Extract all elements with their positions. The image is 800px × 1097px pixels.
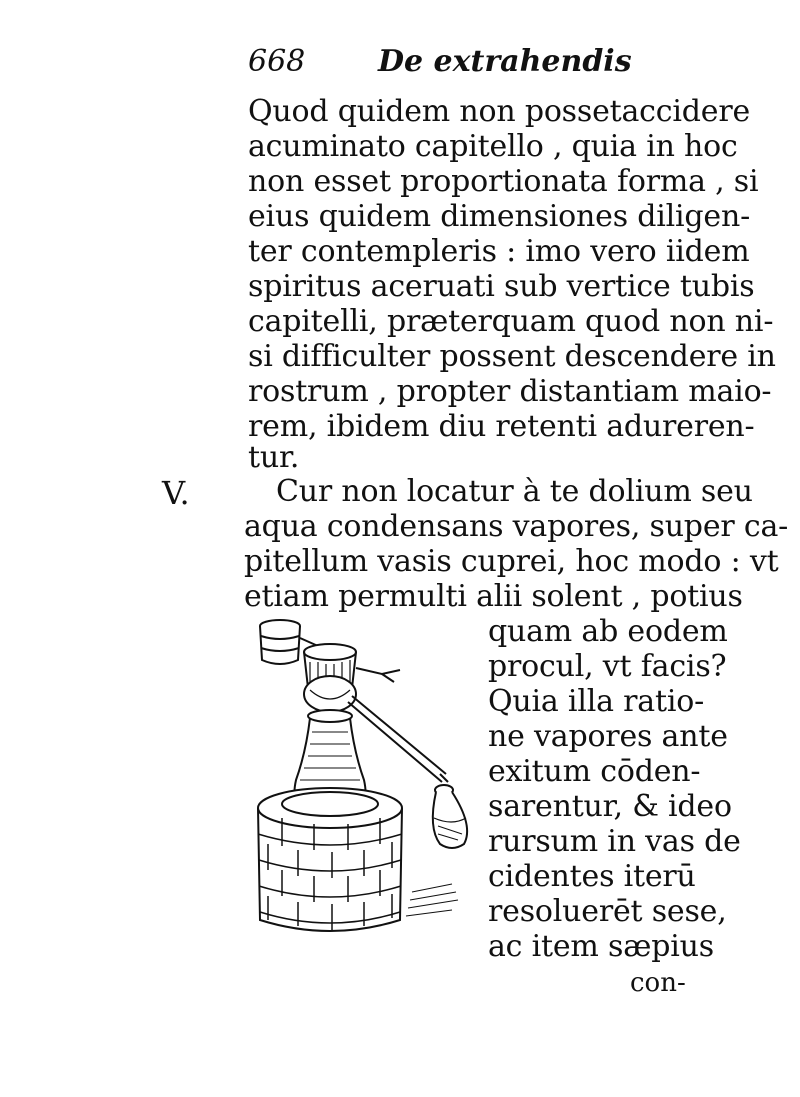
text-line: pitellum vasis cuprei, hoc modo : vt	[244, 544, 779, 579]
text-line: aqua condensans vapores, super ca-	[244, 509, 789, 544]
text-line: spiritus aceruati sub vertice tubis	[248, 269, 755, 304]
text-line: ac item sæpius	[488, 929, 714, 964]
text-line: sarentur, & ideo	[488, 789, 732, 824]
section-numeral: V.	[162, 474, 190, 512]
text-line: Quia illa ratio-	[488, 684, 705, 719]
text-line: Cur non locatur à te dolium seu	[276, 474, 753, 509]
text-line: rursum in vas de	[488, 824, 741, 859]
text-line: resoluerēt sese,	[488, 894, 727, 929]
catchword: con-	[630, 968, 686, 998]
page-header	[248, 44, 688, 84]
text-line: Quod quidem non possetaccidere	[248, 94, 751, 129]
text-line: cidentes iterū	[488, 859, 696, 894]
text-line: procul, vt facis?	[488, 649, 727, 684]
text-line: acuminato capitello , quia in hoc	[248, 129, 738, 164]
text-line: capitelli, præterquam quod non ni-	[248, 304, 774, 339]
text-line: si difficulter possent descendere in	[248, 339, 776, 374]
page-number: 668	[248, 44, 306, 79]
text-line: non esset proportionata forma , si	[248, 164, 759, 199]
running-title: De extrahendis	[378, 44, 632, 79]
still-woodcut-illustration	[252, 612, 492, 942]
text-line: rostrum , propter distantiam maio-	[248, 374, 772, 409]
text-line: ter contempleris : imo vero iidem	[248, 234, 750, 269]
text-line: quam ab eodem	[488, 614, 728, 649]
text-line: etiam permulti alii solent , potius	[244, 579, 743, 614]
text-line: tur.	[248, 440, 300, 475]
text-line: eius quidem dimensiones diligen-	[248, 199, 751, 234]
text-line: ne vapores ante	[488, 719, 728, 754]
text-line: exitum cōden-	[488, 754, 701, 789]
text-line: rem, ibidem diu retenti adureren-	[248, 409, 755, 444]
